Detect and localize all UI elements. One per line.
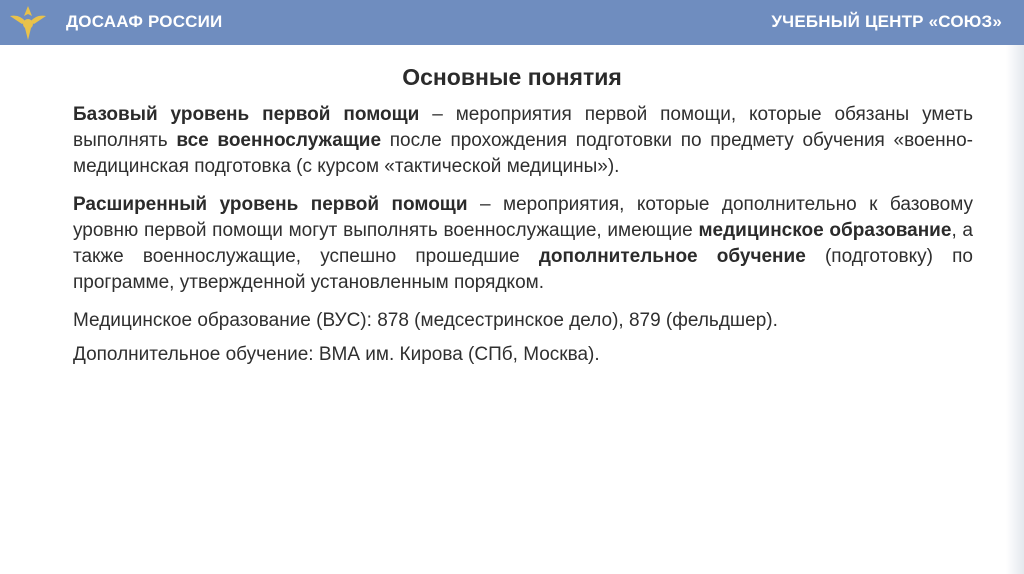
training-center-name: УЧЕБНЫЙ ЦЕНТР «СОЮЗ» (771, 12, 1002, 31)
extended-level-text-c: (подготовку) по программе, утвержденной установленным порядком. (73, 246, 974, 293)
slide-title: Основные понятия (402, 64, 622, 90)
additional-training-note: Дополнительное обучение: ВМА им. Кирова (СПб, Москва). (73, 344, 600, 365)
basic-level-term: Базовый уровень первой помощи (73, 104, 420, 125)
extended-level-paragraph (73, 192, 973, 296)
extended-level-term: Расширенный уровень первой помощи (73, 194, 468, 215)
dosaaf-emblem-icon (8, 2, 48, 42)
basic-level-text-b: после прохождения подготовки по предмету обучения «военно-медицинская подготовка (с курсом «тактической медицины»). (73, 130, 974, 177)
all-servicemen-emphasis: все военнослужащие (176, 130, 382, 151)
basic-level-paragraph (73, 102, 973, 180)
additional-training-emphasis: дополнительное обучение (538, 246, 806, 267)
medical-education-emphasis: медицинское образование (698, 220, 952, 241)
basic-level-text-a: – мероприятия первой помощи, которые обязаны уметь выполнять (73, 104, 973, 151)
org-name: ДОСААФ РОССИИ (66, 12, 223, 31)
header-bar (0, 0, 1024, 45)
extended-level-text-b: , а также военнослужащие, успешно прошедшие (73, 220, 974, 267)
slide-edge-shade (1006, 45, 1024, 574)
medical-education-note: Медицинское образование (ВУС): 878 (медсестринское дело), 879 (фельдшер). (73, 310, 778, 331)
extended-level-text-a: – мероприятия, которые дополнительно к базовому уровню первой помощи могут выполнять военнослужащие, имеющие (73, 194, 973, 241)
slide-content (73, 102, 973, 376)
